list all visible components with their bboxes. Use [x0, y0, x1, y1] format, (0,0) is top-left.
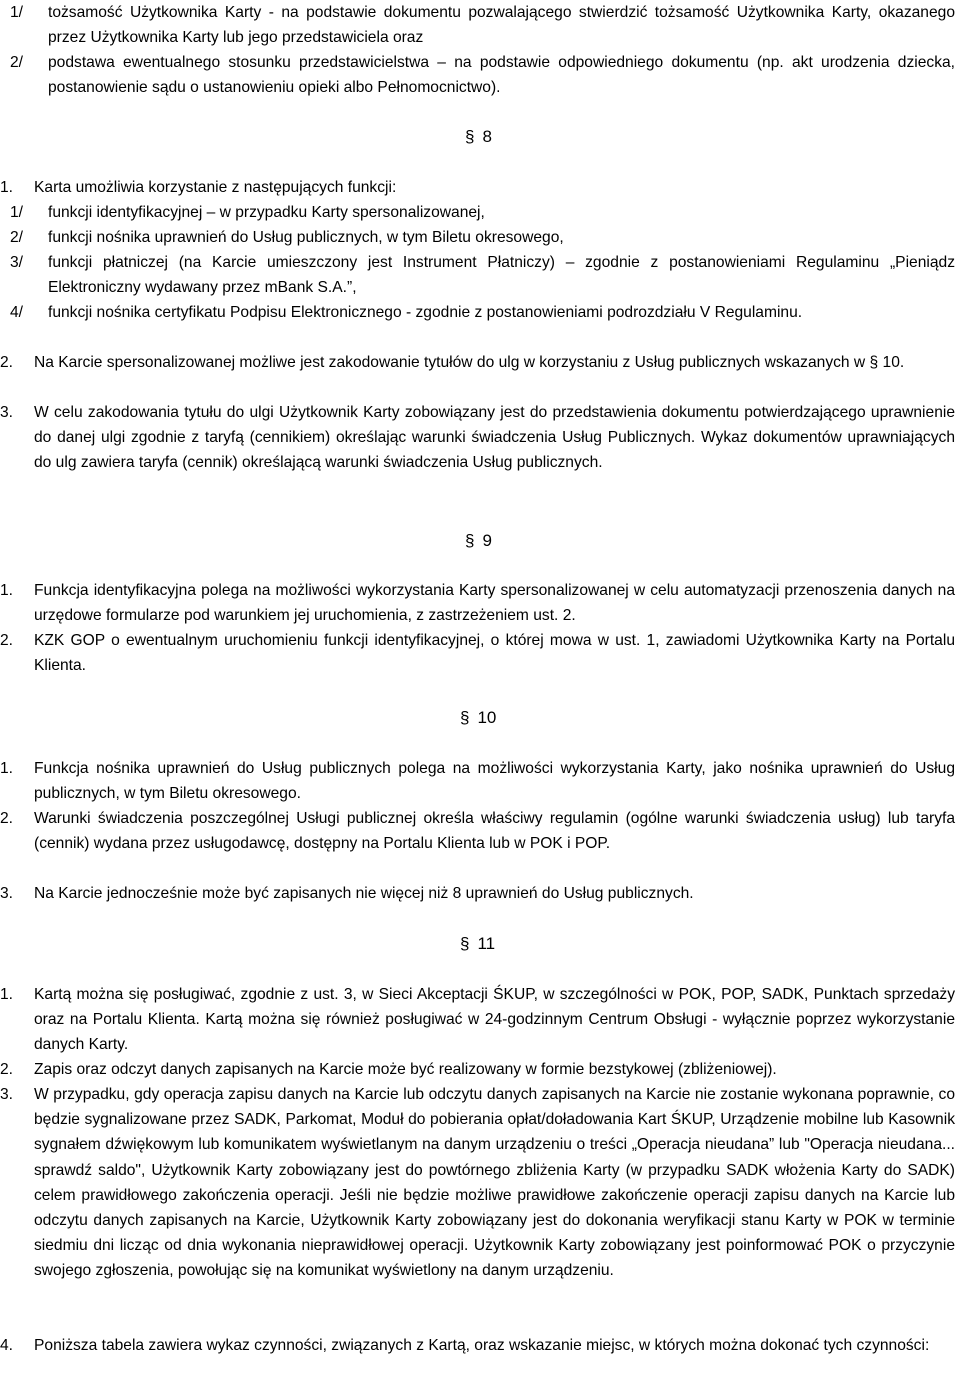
section-symbol: §	[465, 127, 475, 146]
list-item	[0, 175, 955, 200]
list-item-text: tożsamość Użytkownika Karty - na podstawie dokumentu pozwalającego stwierdzić tożsamość Użytkownika Karty, okazanego przez Użytkownika Karty lub jego przedstawiciela oraz	[48, 4, 955, 47]
list-item-number: 3.	[0, 885, 14, 902]
section-heading	[460, 705, 560, 731]
list-item-number: 2/	[10, 54, 24, 71]
sub-list-item	[10, 250, 955, 300]
section-symbol: §	[465, 531, 475, 550]
list-item-text: KZK GOP o ewentualnym uruchomieniu funkcji identyfikacyjnej, o której mowa w ust. 1, zawiadomi Użytkownika Karty na Portalu Klienta.	[34, 632, 955, 675]
list-item-text: Kartą można się posługiwać, zgodnie z ust. 3, w Sieci Akceptacji ŚKUP, w szczególności w POK, POP, SADK, Punktach sprzedaży oraz na Portalu Klienta. Kartą można się również posługiwać w 24-godzinnym Centrum Obsługi - wyłącznie poprzez wykorzystanie danych Karty.	[34, 986, 955, 1054]
list-item	[0, 1082, 955, 1284]
list-item-text: funkcji nośnika certyfikatu Podpisu Elektronicznego - zgodnie z postanowieniami podrozdziału V Regulaminu.	[48, 304, 803, 321]
list-item-number: 3.	[0, 1086, 14, 1103]
list-item	[0, 400, 955, 476]
list-item-text: Poniższa tabela zawiera wykaz czynności, związanych z Kartą, oraz wskazanie miejsc, w których można dokonać tych czynności:	[34, 1337, 930, 1354]
list-item-text: W celu zakodowania tytułu do ulgi Użytkownik Karty zobowiązany jest do przedstawienia dokumentu potwierdzającego uprawnienie do danej ulgi zgodnie z taryfą (cennikiem) określając warunki świadczenia Usług Publicznych. Wykaz dokumentów uprawniających do ulg zawiera taryfa (cennik) określającą warunki świadczenia Usług publicznych.	[34, 404, 955, 472]
list-item-text: Funkcja identyfikacyjna polega na możliwości wykorzystania Karty spersonalizowanej w celu automatyzacji przenoszenia danych na urzędowe formularze pod warunkiem jej uruchomienia, z zastrzeżeniem ust. 2.	[34, 582, 955, 625]
list-item-number: 2.	[0, 354, 14, 371]
list-item	[0, 578, 955, 628]
section-number: 10	[477, 708, 497, 727]
section-number: 9	[482, 531, 492, 550]
list-item-number: 4/	[10, 304, 24, 321]
list-item-text: W przypadku, gdy operacja zapisu danych na Karcie lub odczytu danych zapisanych na Karcie nie zostanie wykonana poprawnie, co będzie sygnalizowane przez SADK, Parkomat, Moduł do pobierania opłat/doładowania Kart ŚKUP, Urządzenie mobilne lub Kasownik sygnałem dźwiękowym lub komunikatem wyświetlanym na danym urządzeniu o treści „Operacja nieudana” lub "Operacja nieudana... sprawdź saldo", Użytkownik Karty zobowiązany jest do powtórnego zbliżenia Karty (w przypadku SADK włożenia Karty do SADK) celem prawidłowego zakończenia operacji. Jeśli nie będzie możliwe prawidłowe zakończenie operacji zapisu danych na Karcie lub odczytu danych zapisanych na Karcie, Użytkownik Karty zobowiązany jest do dokonania weryfikacji stanu Karty w POK w terminie siedmiu dni licząc od dnia wykonania nieprawidłowej operacji. Użytkownik Karty zobowiązany jest poinformować POK o przyczynie swojego zgłoszenia, powołując się na komunikat wyświetlony na danym urządzeniu.	[34, 1086, 955, 1280]
list-item	[0, 1057, 955, 1082]
list-item-number: 2/	[10, 229, 24, 246]
list-item	[0, 1333, 955, 1358]
list-item	[0, 628, 955, 678]
list-item-number: 1.	[0, 986, 14, 1003]
list-item-number: 3.	[0, 404, 14, 421]
list-item-number: 1.	[0, 760, 14, 777]
sub-list-item	[10, 300, 955, 325]
section-number: 11	[477, 934, 496, 953]
list-item-number: 1/	[10, 4, 24, 21]
list-item-number: 2.	[0, 1061, 14, 1078]
list-item-number: 4.	[0, 1337, 14, 1354]
list-item-text: podstawa ewentualnego stosunku przedstawicielstwa – na podstawie odpowiedniego dokumentu (np. akt urodzenia dziecka, postanowienie sądu o ustanowieniu opieki albo Pełnomocnictwo).	[48, 54, 955, 97]
list-item	[10, 0, 955, 50]
list-item	[0, 982, 955, 1058]
list-item-text: Na Karcie spersonalizowanej możliwe jest zakodowanie tytułów do ulg w korzystaniu z Usług publicznych wskazanych w § 10.	[34, 354, 905, 371]
list-item-text: Zapis oraz odczyt danych zapisanych na Karcie może być realizowany w formie bezstykowej (zbliżeniowej).	[34, 1061, 777, 1078]
section-number: 8	[482, 127, 492, 146]
sub-list-item	[10, 200, 955, 225]
list-item-number: 1.	[0, 582, 14, 599]
sub-list-item	[10, 225, 955, 250]
list-item-text: funkcji identyfikacyjnej – w przypadku Karty spersonalizowanej,	[48, 204, 485, 221]
list-item	[0, 806, 955, 856]
list-item	[0, 881, 955, 906]
list-item	[0, 756, 955, 806]
section-heading	[460, 931, 560, 957]
list-item	[0, 350, 955, 375]
section-symbol: §	[460, 934, 470, 953]
list-item-text: Warunki świadczenia poszczególnej Usługi publicznej określa właściwy regulamin (ogólne warunki świadczenia usług) lub taryfa (cennik) wydana przez usługodawcę, dostępny na Portalu Klienta lub w POK i POP.	[34, 810, 955, 853]
section-heading	[465, 528, 565, 554]
list-item-number: 2.	[0, 810, 14, 827]
list-item-text: Na Karcie jednocześnie może być zapisanych nie więcej niż 8 uprawnień do Usług publicznych.	[34, 885, 694, 902]
list-item-text: funkcji nośnika uprawnień do Usług publicznych, w tym Biletu okresowego,	[48, 229, 564, 246]
list-item-text: funkcji płatniczej (na Karcie umieszczony jest Instrument Płatniczy) – zgodnie z postanowieniami Regulaminu „Pieniądz Elektroniczny wydawany przez mBank S.A.”,	[48, 254, 955, 297]
list-item-text: Funkcja nośnika uprawnień do Usług publicznych polega na możliwości wykorzystania Karty, jako nośnika uprawnień do Usług publicznych, w tym Biletu okresowego.	[34, 760, 955, 803]
section-heading	[465, 124, 565, 150]
list-item-number: 3/	[10, 254, 24, 271]
section-symbol: §	[460, 708, 470, 727]
list-item-number: 1/	[10, 204, 24, 221]
list-item-number: 1.	[0, 179, 14, 196]
list-item-text: Karta umożliwia korzystanie z następujących funkcji:	[34, 179, 397, 196]
list-item	[10, 50, 955, 100]
list-item-number: 2.	[0, 632, 14, 649]
